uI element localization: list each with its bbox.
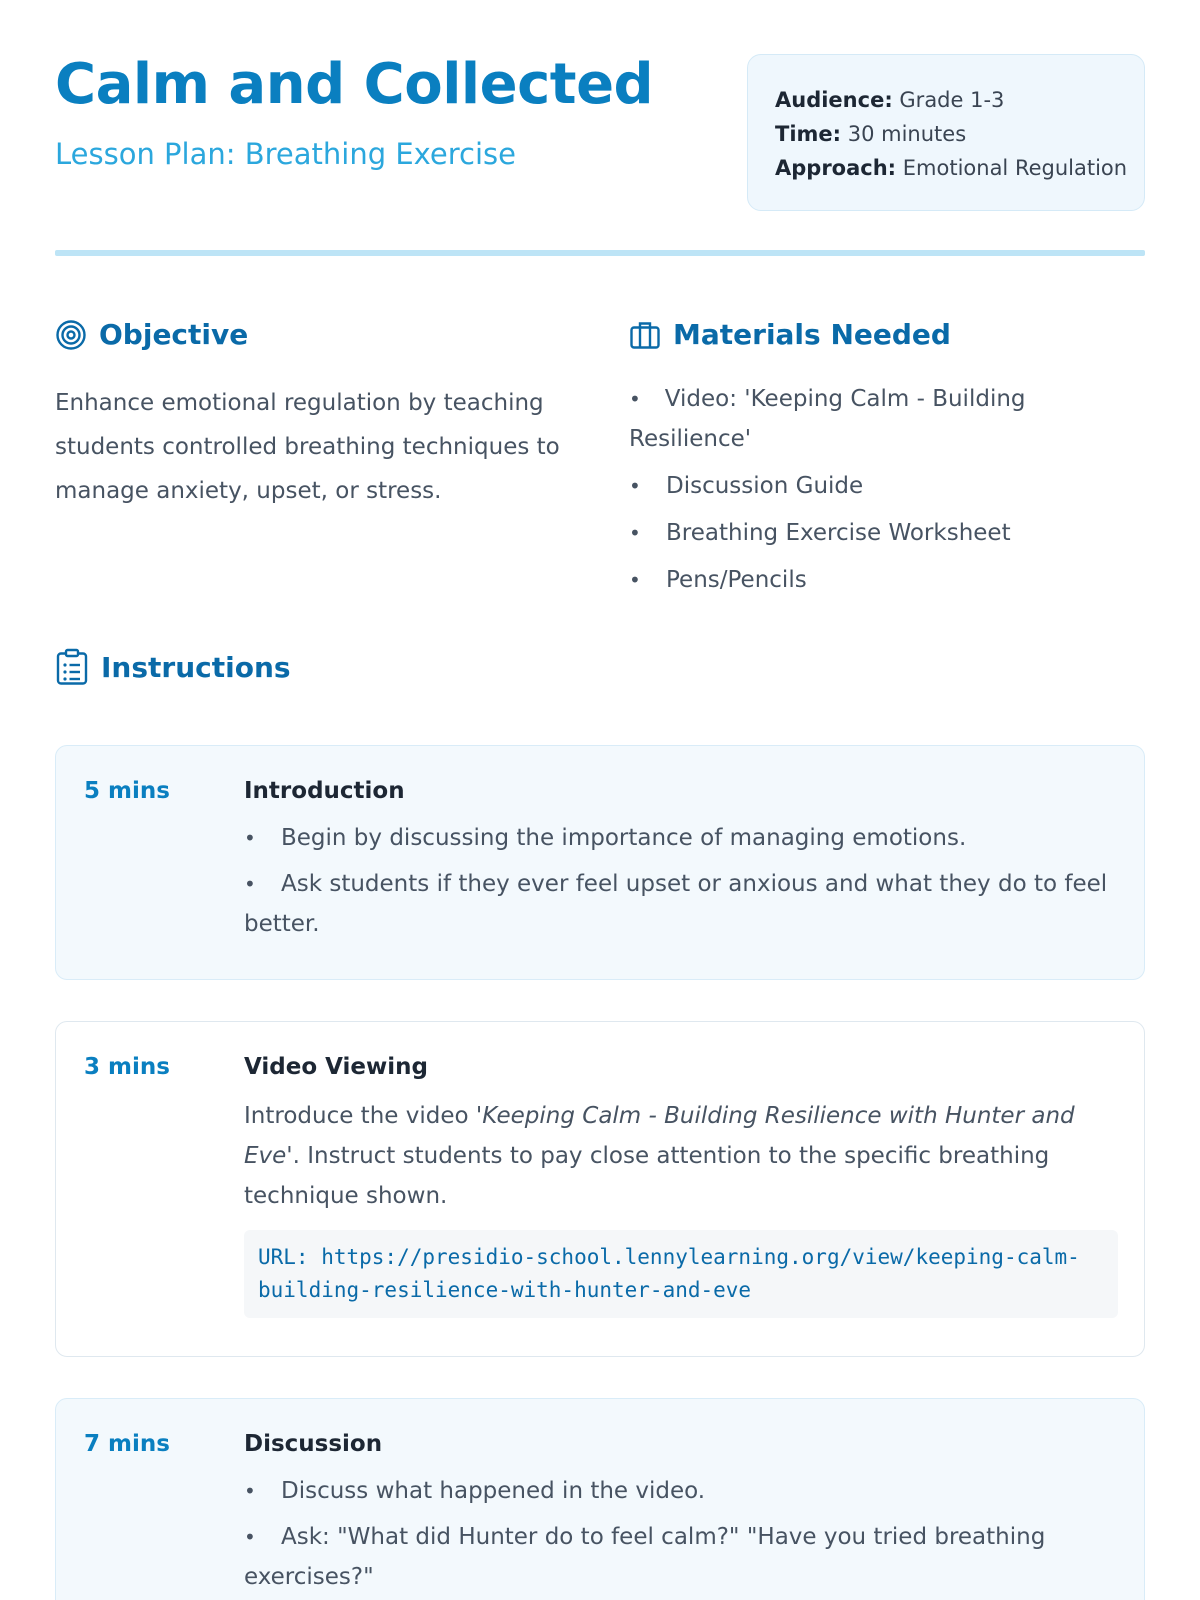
step-duration: 5 mins bbox=[84, 778, 170, 804]
step-duration: 3 mins bbox=[84, 1054, 170, 1080]
overview-columns bbox=[55, 256, 1145, 640]
audience-row: Audience: Grade 1-3 bbox=[775, 88, 1005, 112]
instruction-step-video-viewing bbox=[55, 1021, 1145, 1357]
list-item: • Ask students if they ever feel upset or anxious and what they do to feel better. bbox=[244, 864, 1118, 944]
time-row: Time: 30 minutes bbox=[775, 122, 967, 146]
page-title: Calm and Collected bbox=[55, 52, 654, 117]
briefcase-icon bbox=[629, 319, 661, 351]
instruction-step-introduction bbox=[55, 745, 1145, 980]
step-bullets bbox=[244, 1471, 1118, 1597]
step-bullets bbox=[244, 818, 1118, 944]
list-item: • Ask: "What did Hunter do to feel calm?" "Have you tried breathing exercises?" bbox=[244, 1517, 1118, 1597]
instructions-heading: Instructions bbox=[55, 648, 291, 686]
materials-list bbox=[629, 379, 1149, 600]
list-item: • Discussion Guide bbox=[629, 466, 1149, 506]
objective-heading: Objective bbox=[55, 318, 565, 351]
step-title: Discussion bbox=[244, 1431, 383, 1457]
instruction-step-discussion bbox=[55, 1398, 1145, 1600]
page-subtitle: Lesson Plan: Breathing Exercise bbox=[55, 137, 517, 171]
materials-section bbox=[629, 256, 1149, 607]
video-title: 'Keeping Calm - Building Resilience with Hunter and Eve' bbox=[244, 1103, 1075, 1169]
lesson-info-box bbox=[747, 54, 1145, 211]
video-url[interactable]: URL: https://presidio-school.lennylearning.org/view/keeping-calm-building-resilience-with-hunter-and-eve bbox=[244, 1230, 1118, 1318]
list-item: • Begin by discussing the importance of managing emotions. bbox=[244, 818, 1118, 858]
list-item: • Breathing Exercise Worksheet bbox=[629, 513, 1149, 553]
step-title: Video Viewing bbox=[244, 1054, 428, 1080]
list-item: • Pens/Pencils bbox=[629, 560, 1149, 600]
list-item: • Discuss what happened in the video. bbox=[244, 1471, 1118, 1511]
clipboard-icon bbox=[55, 648, 89, 686]
approach-row: Approach: Emotional Regulation bbox=[775, 156, 1128, 180]
audience-value: Grade 1-3 bbox=[899, 88, 1005, 112]
objective-section bbox=[55, 256, 565, 513]
materials-heading: Materials Needed bbox=[629, 318, 1149, 351]
step-title: Introduction bbox=[244, 778, 405, 804]
approach-value: Emotional Regulation bbox=[902, 156, 1128, 180]
step-duration: 7 mins bbox=[84, 1431, 170, 1457]
target-icon bbox=[55, 319, 87, 351]
time-value: 30 minutes bbox=[847, 122, 967, 146]
list-item: • Video: 'Keeping Calm - Building Resilience' bbox=[629, 379, 1149, 459]
header bbox=[55, 0, 1145, 256]
step-text: Introduce the video 'Keeping Calm - Building Resilience with Hunter and Eve'. Instruct students to pay close attention to the specific breathing technique shown. bbox=[244, 1103, 1075, 1209]
objective-text: Enhance emotional regulation by teaching students controlled breathing techniques to manage anxiety, upset, or stress. bbox=[55, 390, 560, 504]
